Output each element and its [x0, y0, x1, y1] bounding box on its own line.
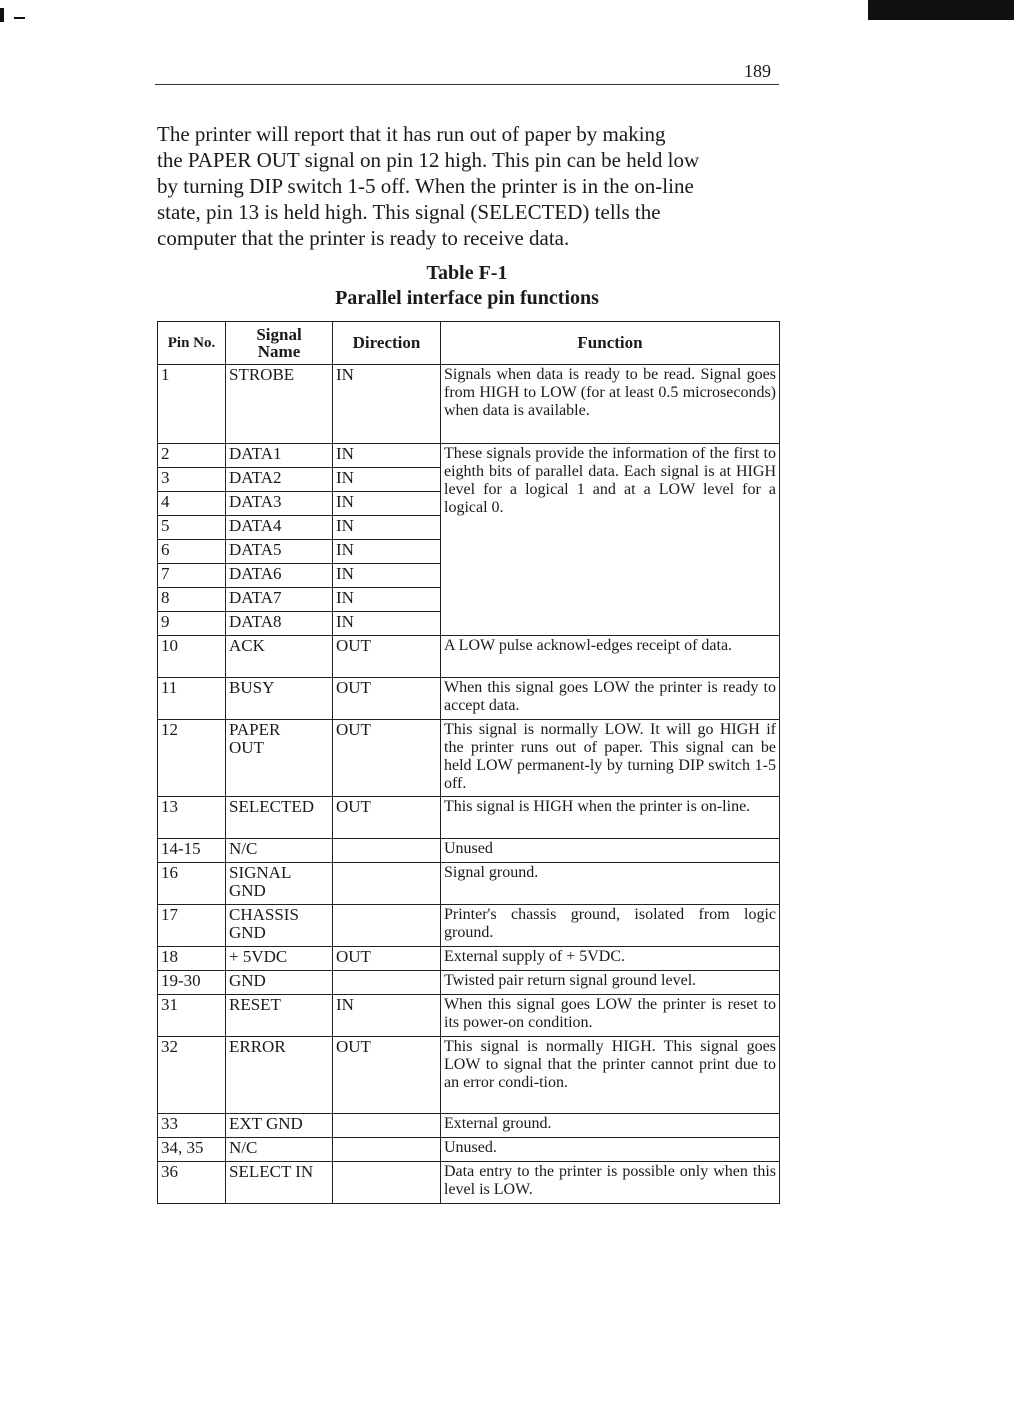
direction-cell: OUT	[333, 797, 441, 839]
pin-cell: 33	[158, 1114, 226, 1138]
function-cell: Printer's chassis ground, isolated from logic ground.	[441, 905, 780, 947]
pin-cell: 10	[158, 636, 226, 678]
table-number: Table F-1	[426, 262, 508, 284]
direction-cell: IN	[333, 588, 441, 612]
signal-cell	[226, 720, 333, 797]
direction-cell: IN	[333, 444, 441, 468]
intro-line: by turning DIP switch 1-5 off. When the printer is in the on-line	[157, 174, 694, 198]
pin-cell: 3	[158, 468, 226, 492]
function-cell-data-bits: These signals provide the information of the first to eighth bits of parallel data. Each signal is at HIGH level for a logical 1 and at a LOW level for a logical 0.	[441, 444, 780, 636]
signal-cell: RESET	[226, 995, 333, 1037]
table-header-row	[158, 322, 780, 365]
pin-cell: 13	[158, 797, 226, 839]
signal-cell: DATA5	[226, 540, 333, 564]
pin-cell: 19-30	[158, 971, 226, 995]
signal-cell	[226, 905, 333, 947]
pin-cell: 6	[158, 540, 226, 564]
intro-paragraph	[157, 121, 778, 251]
table-row	[158, 839, 780, 863]
function-cell: This signal is normally HIGH. This signal goes LOW to signal that the printer cannot print due to an error condi-tion.	[441, 1037, 780, 1114]
signal-cell: DATA4	[226, 516, 333, 540]
pin-cell: 18	[158, 947, 226, 971]
function-cell: External supply of + 5VDC.	[441, 947, 780, 971]
direction-cell: OUT	[333, 636, 441, 678]
pin-cell: 2	[158, 444, 226, 468]
direction-cell: OUT	[333, 678, 441, 720]
table-row	[158, 863, 780, 905]
function-cell: When this signal goes LOW the printer is reset to its power-on condition.	[441, 995, 780, 1037]
direction-cell: IN	[333, 516, 441, 540]
signal-line: GND	[229, 923, 266, 942]
pin-cell: 7	[158, 564, 226, 588]
page-number: 189	[744, 61, 771, 81]
function-cell: External ground.	[441, 1114, 780, 1138]
pin-cell: 4	[158, 492, 226, 516]
function-cell: Data entry to the printer is possible only when this level is LOW.	[441, 1162, 780, 1204]
direction-cell: IN	[333, 540, 441, 564]
intro-line: the PAPER OUT signal on pin 12 high. This pin can be held low	[157, 148, 700, 172]
function-cell: When this signal goes LOW the printer is ready to accept data.	[441, 678, 780, 720]
signal-line: OUT	[229, 738, 264, 757]
direction-cell: IN	[333, 468, 441, 492]
signal-cell: SELECT IN	[226, 1162, 333, 1204]
direction-cell	[333, 1114, 441, 1138]
pin-cell: 1	[158, 365, 226, 444]
scan-mark-left	[0, 8, 4, 22]
signal-cell: N/C	[226, 1138, 333, 1162]
signal-cell: DATA6	[226, 564, 333, 588]
signal-line: SIGNAL	[229, 863, 292, 882]
pin-cell: 16	[158, 863, 226, 905]
function-cell: Signal ground.	[441, 863, 780, 905]
pin-cell: 32	[158, 1037, 226, 1114]
signal-cell: EXT GND	[226, 1114, 333, 1138]
header-signal-line: Name	[257, 342, 301, 361]
header-pin-no: Pin No.	[158, 322, 226, 365]
function-cell: This signal is normally LOW. It will go HIGH if the printer runs out of paper. This signal can be held LOW permanent-ly by turning DIP switch 1-5 off.	[441, 720, 780, 797]
intro-line: computer that the printer is ready to receive data.	[157, 226, 570, 250]
direction-cell: IN	[333, 612, 441, 636]
table-row	[158, 995, 780, 1037]
table-row	[158, 1114, 780, 1138]
pin-cell: 17	[158, 905, 226, 947]
pin-cell: 14-15	[158, 839, 226, 863]
signal-cell: STROBE	[226, 365, 333, 444]
direction-cell	[333, 905, 441, 947]
function-cell: Twisted pair return signal ground level.	[441, 971, 780, 995]
table-row	[158, 444, 780, 468]
header-function: Function	[441, 322, 780, 365]
pin-cell: 12	[158, 720, 226, 797]
direction-cell: OUT	[333, 720, 441, 797]
signal-cell: DATA7	[226, 588, 333, 612]
table-row	[158, 1162, 780, 1204]
direction-cell: IN	[333, 365, 441, 444]
signal-line: CHASSIS	[229, 905, 299, 924]
table-row	[158, 905, 780, 947]
header-rule	[155, 84, 779, 85]
signal-line: PAPER	[229, 720, 281, 739]
direction-cell: OUT	[333, 947, 441, 971]
direction-cell: OUT	[333, 1037, 441, 1114]
table-row	[158, 797, 780, 839]
table-row	[158, 720, 780, 797]
direction-cell	[333, 863, 441, 905]
table-row	[158, 947, 780, 971]
pin-cell: 31	[158, 995, 226, 1037]
table-row	[158, 1138, 780, 1162]
signal-cell: DATA3	[226, 492, 333, 516]
direction-cell	[333, 1162, 441, 1204]
table-title: Parallel interface pin functions	[335, 287, 599, 309]
pin-cell: 8	[158, 588, 226, 612]
direction-cell: IN	[333, 564, 441, 588]
table-row	[158, 971, 780, 995]
function-cell: Unused	[441, 839, 780, 863]
function-cell: Unused.	[441, 1138, 780, 1162]
scan-mark-dash	[14, 17, 25, 19]
signal-line: GND	[229, 881, 266, 900]
direction-cell	[333, 971, 441, 995]
function-cell: A LOW pulse acknowl-edges receipt of data.	[441, 636, 780, 678]
pin-function-table	[157, 321, 780, 1204]
signal-cell: DATA1	[226, 444, 333, 468]
intro-line: state, pin 13 is held high. This signal (SELECTED) tells the	[157, 200, 661, 224]
signal-cell: DATA8	[226, 612, 333, 636]
header-signal-name	[226, 322, 333, 365]
pin-cell: 5	[158, 516, 226, 540]
signal-cell: DATA2	[226, 468, 333, 492]
signal-cell: $\overline{ACK}$	[226, 636, 333, 678]
table-row	[158, 365, 780, 444]
table-row	[158, 636, 780, 678]
signal-cell: BUSY	[226, 678, 333, 720]
scan-mark-right	[868, 0, 1014, 20]
pin-cell: 9	[158, 612, 226, 636]
signal-cell: N/C	[226, 839, 333, 863]
direction-cell: IN	[333, 995, 441, 1037]
pin-cell: 36	[158, 1162, 226, 1204]
signal-cell	[226, 863, 333, 905]
function-cell: Signals when data is ready to be read. Signal goes from HIGH to LOW (for at least 0.5 microseconds) when data is available.	[441, 365, 780, 444]
direction-cell	[333, 1138, 441, 1162]
signal-cell: GND	[226, 971, 333, 995]
signal-cell: ERROR	[226, 1037, 333, 1114]
header-signal-line: Signal	[256, 325, 302, 344]
intro-line: The printer will report that it has run out of paper by making	[157, 122, 666, 146]
pin-cell: 34, 35	[158, 1138, 226, 1162]
pin-cell: 11	[158, 678, 226, 720]
function-cell: This signal is HIGH when the printer is on-line.	[441, 797, 780, 839]
direction-cell: IN	[333, 492, 441, 516]
direction-cell	[333, 839, 441, 863]
header-direction: Direction	[333, 322, 441, 365]
table-row	[158, 678, 780, 720]
table-row	[158, 1037, 780, 1114]
signal-cell: SELECTED	[226, 797, 333, 839]
signal-cell: + 5VDC	[226, 947, 333, 971]
